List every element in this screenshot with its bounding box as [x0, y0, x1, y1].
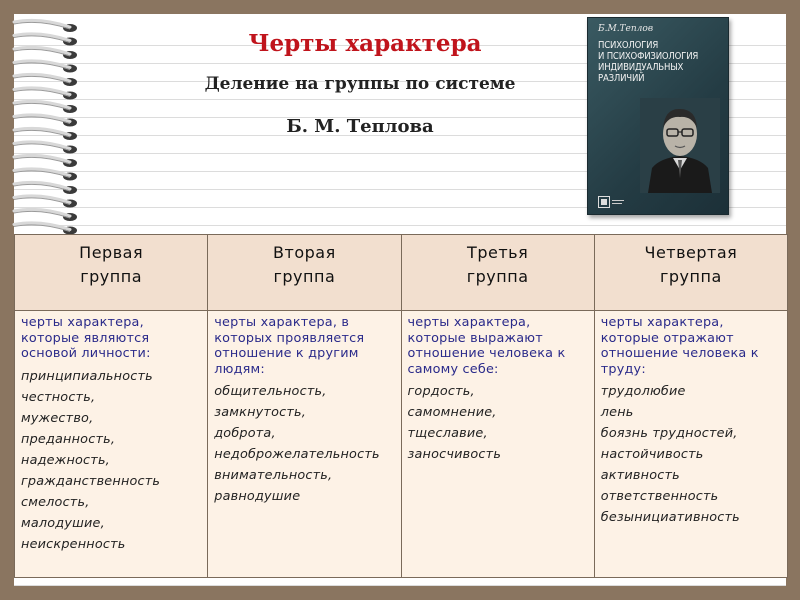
header-line: Четвертая	[644, 243, 738, 262]
book-title-line: ИНДИВИДУАЛЬНЫХ	[598, 62, 684, 73]
group-2-cell	[208, 311, 401, 578]
trait-item: принципиальность	[21, 368, 153, 384]
trait-item: неискренность	[21, 536, 126, 552]
header-line: группа	[466, 267, 529, 286]
table-row	[15, 311, 788, 578]
publisher-logo-icon	[598, 196, 624, 208]
trait-item: надежность,	[21, 452, 110, 468]
trait-item: гордость,	[407, 384, 475, 399]
trait-item: лень	[600, 405, 634, 420]
group-3-cell	[401, 311, 594, 578]
book-title	[598, 40, 723, 84]
trait-item: тщеславие,	[407, 426, 488, 441]
book-cover-image	[587, 17, 729, 215]
header-line: Вторая	[273, 243, 336, 262]
book-title-line: И ПСИХОФИЗИОЛОГИЯ	[598, 51, 699, 62]
group-2-header	[208, 235, 401, 311]
trait-item: замкнутость,	[214, 405, 307, 420]
group-3-header	[401, 235, 594, 311]
trait-item: боязнь трудностей,	[600, 426, 738, 441]
trait-item: недоброжелательность	[214, 447, 380, 462]
header-line: Первая	[79, 243, 144, 262]
trait-item: смелость,	[21, 494, 90, 510]
header-line: группа	[659, 267, 722, 286]
group-intro: черты характера, которые выражают отношение человека к самому себе:	[407, 315, 566, 377]
group-1-cell	[15, 311, 208, 578]
trait-item: честность,	[21, 389, 96, 405]
table-header-row	[15, 235, 788, 311]
page-subtitle: Деление на группы по системе	[204, 74, 516, 94]
trait-item: доброта,	[214, 426, 276, 441]
trait-item: общительность,	[214, 384, 327, 399]
trait-item: преданность,	[21, 431, 116, 447]
trait-item: самомнение,	[407, 405, 497, 420]
trait-item: ответственность	[600, 489, 719, 504]
book-author: Б.М.Теплов	[598, 24, 654, 34]
trait-item: трудолюбие	[600, 384, 686, 399]
character-groups-table	[14, 234, 788, 578]
trait-item: малодушие,	[21, 515, 105, 531]
group-intro: черты характера, которые отражают отношение человека к труду:	[600, 315, 759, 377]
header-line: группа	[273, 267, 336, 286]
trait-item: внимательность,	[214, 468, 333, 483]
trait-item: заносчивость	[407, 447, 502, 462]
page-title: Черты характера	[248, 30, 482, 57]
group-intro: черты характера, которые являются основой личности:	[21, 315, 151, 361]
trait-item: мужество,	[21, 410, 94, 426]
group-intro: черты характера, в которых проявляется отношение к другим людям:	[214, 315, 365, 377]
book-title-line: РАЗЛИЧИЙ	[598, 73, 645, 84]
trait-item: настойчивость	[600, 447, 704, 462]
trait-item: безынициативность	[600, 510, 740, 525]
group-4-cell	[594, 311, 787, 578]
author-name: Б. М. Теплова	[286, 116, 434, 137]
header-line: Третья	[467, 243, 529, 262]
group-4-header	[594, 235, 787, 311]
spiral-binding	[10, 18, 90, 238]
header-line: группа	[80, 267, 142, 286]
trait-item: активность	[600, 468, 680, 483]
author-portrait-image	[640, 98, 720, 193]
trait-item: гражданственность	[21, 473, 161, 489]
book-title-line: ПСИХОЛОГИЯ	[598, 40, 659, 51]
group-1-header	[15, 235, 208, 311]
trait-item: равнодушие	[214, 489, 301, 504]
